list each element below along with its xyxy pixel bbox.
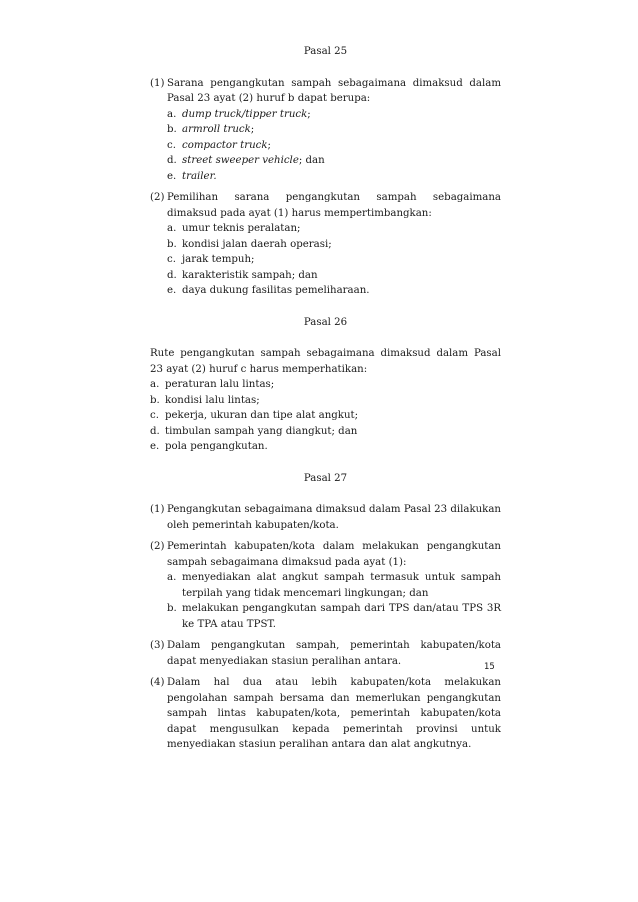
list-item (167, 138, 501, 154)
ayat-number: (2) (150, 192, 165, 203)
list-suffix: ; dan (298, 155, 325, 166)
list-letter: e. (167, 170, 177, 182)
list-item (167, 107, 501, 123)
list-item (167, 122, 501, 138)
list-item (167, 570, 501, 601)
list-letter: d. (167, 155, 177, 166)
ayat-number: (3) (150, 640, 165, 651)
ayat-text: Pemilihan sarana pengangkutan sampah sebagaimana dimaksud pada ayat (1) harus mempertimbangkan: (167, 192, 501, 219)
list-text: melakukan pengangkutan sampah dari TPS dan/atau TPS 3R ke TPA atau TPST. (182, 603, 501, 630)
pasal-25-heading: Pasal 25 (303, 46, 348, 57)
list-item (150, 377, 501, 393)
ayat-text: Pemerintah kabupaten/kota dalam melakukan pengangkutan sampah sebagaimana dimaksud pada ayat (1): (167, 541, 501, 568)
ayat-number: (1) (150, 504, 165, 515)
pasal-26-heading: Pasal 26 (303, 316, 348, 328)
list-item (167, 169, 501, 185)
list-item (167, 221, 501, 237)
list-item (167, 252, 501, 268)
list-letter: b. (167, 238, 177, 250)
list-text: jarak tempuh; (182, 254, 255, 265)
list-item (150, 424, 501, 440)
ayat-text: Dalam pengangkutan sampah, pemerintah kabupaten/kota dapat menyediakan stasiun peralihan antara. (167, 640, 501, 667)
list-text: trailer. (182, 170, 217, 182)
list-item (150, 439, 501, 455)
list-letter: a. (167, 108, 177, 120)
list-letter: b. (150, 394, 160, 406)
list-letter: d. (167, 269, 177, 281)
list-text: timbulan sampah yang diangkut; dan (165, 425, 358, 437)
ayat-text: Pengangkutan sebagaimana dimaksud dalam Pasal 23 dilakukan oleh pemerintah kabupaten/kota. (167, 504, 501, 531)
list-item (167, 237, 501, 253)
list-letter: b. (167, 124, 177, 135)
document-page (150, 0, 501, 753)
pasal-27-heading: Pasal 27 (303, 472, 348, 484)
list-letter: a. (167, 572, 177, 583)
list-letter: c. (167, 139, 176, 151)
list-text: dump truck/tipper truck (182, 108, 308, 120)
pasal-27-ayat-1 (150, 502, 501, 533)
list-item (167, 601, 501, 632)
list-text: pekerja, ukuran dan tipe alat angkut; (165, 410, 359, 421)
list-letter: c. (150, 410, 159, 421)
list-item (167, 283, 501, 299)
list-suffix: ; (267, 139, 271, 151)
list-text: street sweeper vehicle (182, 155, 299, 166)
list-text: peraturan lalu lintas; (165, 379, 275, 390)
pasal-25-ayat-1 (150, 76, 501, 185)
list-text: menyediakan alat angkut sampah termasuk untuk sampah terpilah yang tidak mencemari lingkungan; dan (182, 572, 501, 599)
ayat-text: Dalam hal dua atau lebih kabupaten/kota melakukan pengolahan sampah bersama dan memerlukan pengangkutan sampah lintas kabupaten/kota, pemerintah kabupaten/kota dapat mengusulkan kepada pemerintah provinsi untuk menyediakan stasiun peralihan antara dan alat angkutnya. (167, 677, 501, 750)
pasal-25-ayat-2 (150, 190, 501, 299)
list-text: compactor truck (182, 139, 268, 151)
list-letter: a. (167, 223, 177, 234)
list-text: karakteristik sampah; dan (182, 269, 318, 281)
list-letter: e. (167, 285, 177, 296)
list-letter: c. (167, 254, 176, 265)
ayat-text: Sarana pengangkutan sampah sebagaimana dimaksud dalam Pasal 23 ayat (2) huruf b dapat berupa: (167, 77, 501, 104)
list-letter: d. (150, 425, 160, 437)
list-text: kondisi lalu lintas; (165, 394, 260, 406)
pasal-27-ayat-3 (150, 638, 501, 669)
list-item (150, 408, 501, 424)
list-item (167, 268, 501, 284)
pasal-26-intro: Rute pengangkutan sampah sebagaimana dimaksud dalam Pasal 23 ayat (2) huruf c harus memperhatikan: (150, 348, 501, 375)
list-text: pola pengangkutan. (165, 441, 268, 452)
list-item (167, 153, 501, 169)
ayat-number: (1) (150, 77, 165, 89)
page-number: 15 (484, 662, 495, 672)
ayat-number: (2) (150, 541, 165, 552)
list-text: kondisi jalan daerah operasi; (182, 238, 332, 250)
list-text: daya dukung fasilitas pemeliharaan. (182, 285, 370, 296)
list-suffix: ; (250, 124, 255, 135)
list-suffix: ; (307, 108, 311, 120)
list-item (150, 393, 501, 409)
list-letter: a. (150, 379, 160, 390)
list-text: armroll truck (182, 124, 251, 135)
list-letter: e. (150, 441, 160, 452)
pasal-27-ayat-2 (150, 539, 501, 632)
list-letter: b. (167, 603, 177, 614)
pasal-27-ayat-4 (150, 675, 501, 753)
ayat-number: (4) (150, 677, 165, 688)
list-text: umur teknis peralatan; (182, 223, 301, 234)
